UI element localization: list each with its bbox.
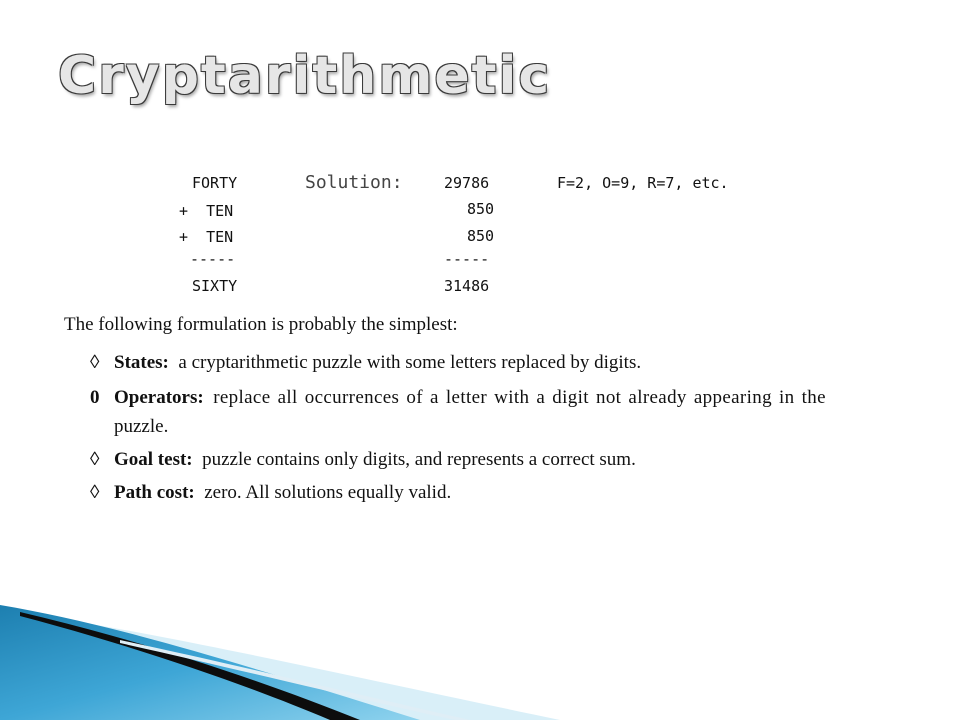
- formulation-item-goal-test: [90, 449, 636, 471]
- slide-title: Cryptarithmetic: [58, 46, 552, 106]
- formulation-item-operators: [90, 387, 826, 409]
- item-text: a cryptarithmetic puzzle with some letters replaced by digits.: [178, 352, 642, 373]
- formulation-intro: The following formulation is probably the simplest:: [64, 314, 458, 335]
- solution-row-ten-2: 850: [467, 227, 495, 245]
- diamond-icon: ◊: [90, 449, 100, 470]
- item-marker: 0: [90, 387, 100, 408]
- puzzle-row-dashes-left: -----: [190, 250, 236, 268]
- item-label: Operators:: [114, 387, 204, 408]
- puzzle-row-ten-1: + TEN: [179, 202, 234, 220]
- letter-assignment: F=2, O=9, R=7, etc.: [557, 174, 729, 192]
- item-text: puzzle contains only digits, and represents a correct sum.: [202, 449, 636, 470]
- puzzle-row-sixty: SIXTY: [192, 277, 238, 295]
- item-label: Goal test:: [114, 449, 193, 470]
- solution-row-forty: 29786: [444, 174, 490, 192]
- bottom-wave-decoration: [0, 600, 960, 720]
- puzzle-row-forty: FORTY: [192, 174, 238, 192]
- solution-row-sixty: 31486: [444, 277, 490, 295]
- solution-row-ten-1: 850: [467, 200, 495, 218]
- solution-label: Solution:: [305, 172, 403, 193]
- formulation-item-states: [90, 352, 641, 374]
- puzzle-row-ten-2: + TEN: [179, 228, 234, 246]
- item-label: Path cost:: [114, 482, 195, 503]
- item-label: States:: [114, 352, 169, 373]
- formulation-item-path-cost: [90, 482, 451, 504]
- diamond-icon: ◊: [90, 482, 100, 503]
- diamond-icon: ◊: [90, 352, 100, 373]
- item-text: replace all occurrences of a letter with a digit not already appearing in the: [213, 387, 826, 408]
- item-text: zero. All solutions equally valid.: [204, 482, 452, 503]
- formulation-item-operators-continuation: puzzle.: [114, 416, 169, 437]
- solution-row-dashes: -----: [444, 250, 490, 268]
